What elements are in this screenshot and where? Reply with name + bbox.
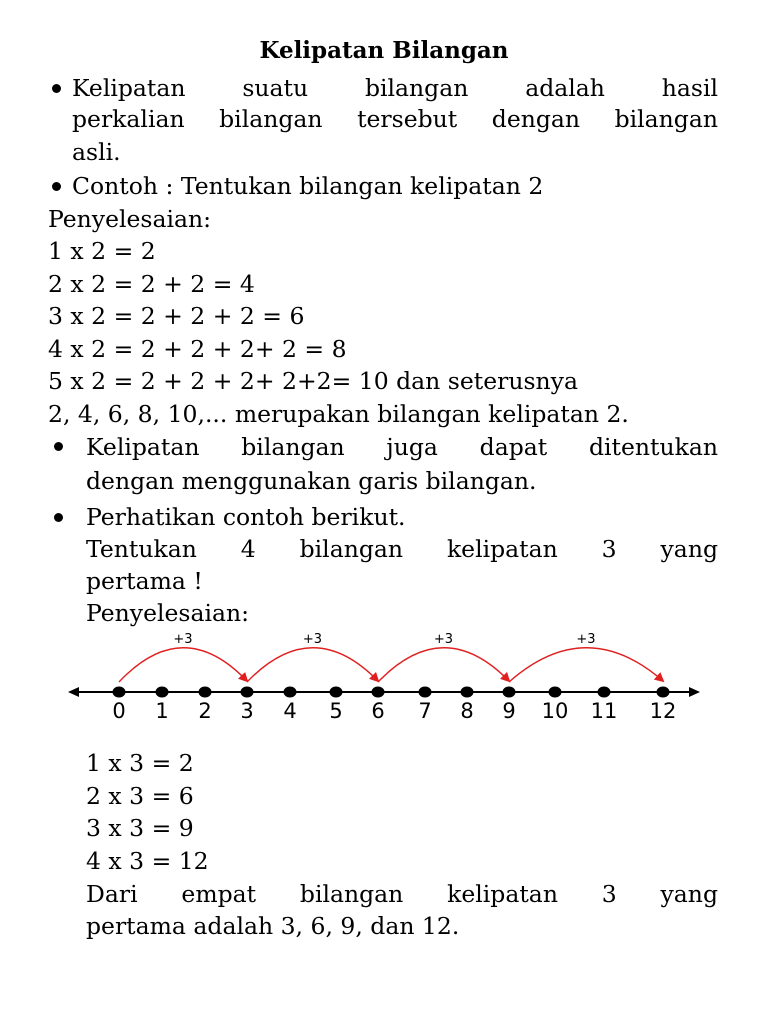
number-line-diagram xyxy=(66,622,706,726)
example-step-4: 4 x 2 = 2 + 2 + 2+ 2 = 8 xyxy=(48,335,347,363)
bullet2-line-1: Kelipatan bilangan juga dapat ditentukan xyxy=(86,433,718,461)
jump-label: +3 xyxy=(433,632,454,647)
bullet2-line-2: dengan menggunakan garis bilangan. xyxy=(86,467,537,495)
bullet-icon xyxy=(52,182,61,191)
example-step-3: 3 x 2 = 2 + 2 + 2 = 6 xyxy=(48,302,305,330)
number-line-tick-label: 1 xyxy=(155,699,169,723)
answer-step-3: 3 x 3 = 9 xyxy=(86,814,194,842)
example-step-5: 5 x 2 = 2 + 2 + 2+ 2+2= 10 dan seterusnya xyxy=(48,367,578,395)
answer-step-4: 4 x 3 = 12 xyxy=(86,847,209,875)
number-line-point xyxy=(461,687,474,698)
number-line-tick-label: 2 xyxy=(198,699,212,723)
number-line-tick-label: 0 xyxy=(112,699,126,723)
jump-label: +3 xyxy=(302,632,323,647)
definition-line-3: asli. xyxy=(72,138,121,166)
jump-arc xyxy=(247,648,378,682)
example-conclusion: 2, 4, 6, 8, 10,... merupakan bilangan kelipatan 2. xyxy=(48,400,629,428)
number-line-point xyxy=(657,687,670,698)
page-title: Kelipatan Bilangan xyxy=(259,37,509,64)
number-line-tick-label: 10 xyxy=(541,699,569,723)
number-line-point xyxy=(199,687,212,698)
answer-conclusion-line-2: pertama adalah 3, 6, 9, dan 12. xyxy=(86,912,460,940)
number-line-point xyxy=(503,687,516,698)
number-line-tick-label: 11 xyxy=(590,699,618,723)
definition-line-1: Kelipatan suatu bilangan adalah hasil xyxy=(72,74,718,102)
number-line-tick-label: 4 xyxy=(283,699,297,723)
number-line-point xyxy=(372,687,385,698)
example-step-1: 1 x 2 = 2 xyxy=(48,237,156,265)
number-line-point xyxy=(330,687,343,698)
number-line-tick-label: 7 xyxy=(418,699,432,723)
number-line-point xyxy=(419,687,432,698)
jump-label: +3 xyxy=(576,632,596,647)
number-line-point xyxy=(156,687,169,698)
example-prompt: Contoh : Tentukan bilangan kelipatan 2 xyxy=(72,172,544,200)
axis-left-arrow-icon xyxy=(68,687,79,697)
jump-arc xyxy=(119,648,247,682)
bullet-icon xyxy=(52,84,61,93)
answer-step-2: 2 x 3 = 6 xyxy=(86,782,194,810)
number-line-point xyxy=(241,687,254,698)
solution-label-2: Penyelesaian: xyxy=(86,599,250,627)
bullet3-line-1: Perhatikan contoh berikut. xyxy=(86,503,406,531)
number-line-tick-label: 3 xyxy=(240,699,254,723)
answer-conclusion-line-1: Dari empat bilangan kelipatan 3 yang xyxy=(86,880,718,908)
question-line-2: pertama ! xyxy=(86,567,203,595)
jump-label: +3 xyxy=(173,632,193,647)
definition-line-2: perkalian bilangan tersebut dengan bilangan xyxy=(72,105,718,133)
number-line-tick-label: 12 xyxy=(649,699,677,723)
solution-label: Penyelesaian: xyxy=(48,205,212,233)
bullet-icon xyxy=(54,442,63,451)
number-line-point xyxy=(598,687,611,698)
number-line-point xyxy=(113,687,126,698)
answer-step-1: 1 x 3 = 2 xyxy=(86,749,194,777)
bullet-icon xyxy=(54,513,63,522)
number-line-tick-label: 6 xyxy=(371,699,385,723)
question-line-1: Tentukan 4 bilangan kelipatan 3 yang xyxy=(86,535,718,563)
jump-arc xyxy=(509,648,663,682)
jump-arc xyxy=(378,648,509,682)
number-line-point xyxy=(549,687,562,698)
number-line-tick-label: 9 xyxy=(502,699,516,723)
number-line-point xyxy=(284,687,297,698)
number-line-tick-label: 5 xyxy=(329,699,343,723)
number-line-tick-label: 8 xyxy=(460,699,474,723)
example-step-2: 2 x 2 = 2 + 2 = 4 xyxy=(48,270,255,298)
axis-right-arrow-icon xyxy=(689,687,700,697)
